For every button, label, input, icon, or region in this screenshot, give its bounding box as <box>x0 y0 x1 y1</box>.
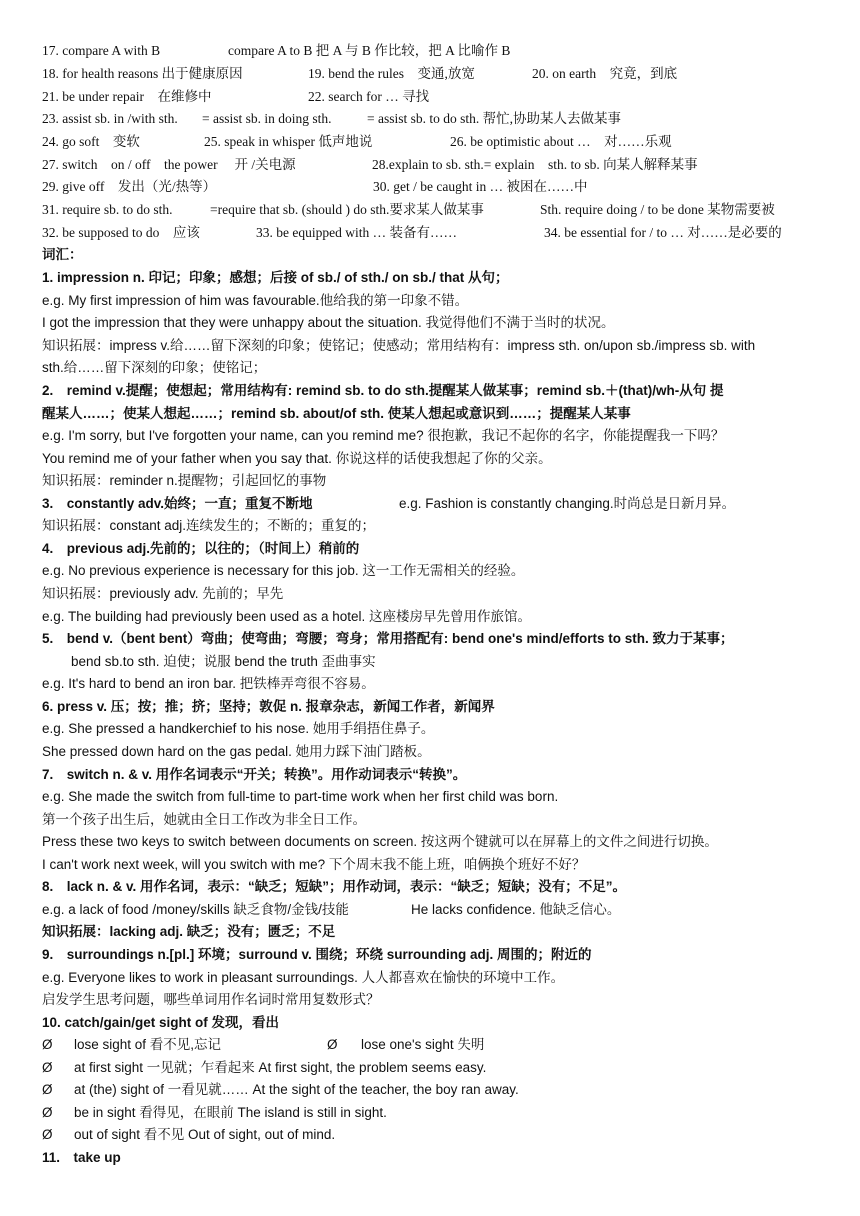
phrase-31: 31. require sb. to do sth. <box>42 202 173 217</box>
example-line: e.g. My first impression of him was favourable.他给我的第一印象不错。 <box>42 293 469 308</box>
example-line: e.g. The building had previously been used as a hotel. 这座楼房早先曾用作旅馆。 <box>42 609 531 624</box>
phrase-23-alt1: = assist sb. in doing sth. <box>202 111 332 126</box>
extension-line: 知识拓展：reminder n.提醒物；引起回忆的事物 <box>42 473 327 488</box>
phrase-25: 25. speak in whisper 低声地说 <box>204 134 373 149</box>
phrase-31-alt2: Sth. require doing / to be done 某物需要被 <box>540 202 775 217</box>
example-line: He lacks confidence. 他缺乏信心。 <box>411 902 621 917</box>
bullet-icon: Ø <box>42 1127 53 1142</box>
entry-3-constantly: 3. constantly adv.始终；一直；重复不断地 <box>42 496 313 511</box>
example-line: You remind me of your father when you say that. 你说这样的话使我想起了你的父亲。 <box>42 451 552 466</box>
example-line: Press these two keys to switch between documents on screen. 按这两个键就可以在屏幕上的文件之间进行切换。 <box>42 834 718 849</box>
entry-2-remind-cont: 醒某人……；使某人想起……；remind sb. about/of sth. 使某人想起或意识到……；提醒某人某事 <box>42 406 631 421</box>
entry-11-take-up: 11. take up <box>42 1150 121 1165</box>
entry-10-sight: 10. catch/gain/get sight of 发现，看出 <box>42 1015 280 1030</box>
phrase-34: 34. be essential for / to … 对……是必要的 <box>544 225 782 240</box>
example-line: e.g. She made the switch from full-time to part-time work when her first child was born. <box>42 789 559 804</box>
phrase-17: 17. compare A with B <box>42 43 161 58</box>
entry-4-previous: 4. previous adj.先前的；以往的；（时间上）稍前的 <box>42 541 360 556</box>
entry-9-surroundings: 9. surroundings n.[pl.] 环境；surround v. 围绕；环绕 surrounding adj. 周围的；附近的 <box>42 947 592 962</box>
entry-5-bend-cont: bend sb.to sth. 迫使；说服 bend the truth 歪曲事实 <box>71 654 376 669</box>
phrase-18: 18. for health reasons 出于健康原因 <box>42 66 243 81</box>
entry-8-lack: 8. lack n. & v. 用作名词，表示：“缺乏；短缺”；用作动词，表示：“缺乏；短缺；没有；不足”。 <box>42 879 627 894</box>
example-line: e.g. a lack of food /money/skills 缺乏食物/金钱/技能 <box>42 902 349 917</box>
entry-6-press: 6. press v. 压；按；推；挤；坚持；敦促 n. 报章杂志，新闻工作者，新闻界 <box>42 699 495 714</box>
phrase-23-alt2: = assist sb. to do sth. 帮忙,协助某人去做某事 <box>367 111 622 126</box>
phrase-33: 33. be equipped with … 装备有…… <box>256 225 457 240</box>
phrase-17-alt: compare A to B 把 A 与 B 作比较，把 A 比喻作 B <box>228 43 511 58</box>
extension-line: sth.给……留下深刻的印象；使铭记； <box>42 360 267 375</box>
example-line: e.g. She pressed a handkerchief to his nose. 她用手绢捂住鼻子。 <box>42 721 435 736</box>
entry-2-remind: 2. remind v.提醒；使想起；常用结构有: remind sb. to do sth.提醒某人做某事；remind sb.＋(that)/wh-从句 提 <box>42 383 724 398</box>
phrase-24: 24. go soft 变软 <box>42 134 140 149</box>
example-line: e.g. Everyone likes to work in pleasant surroundings. 人人都喜欢在愉快的环境中工作。 <box>42 970 565 985</box>
phrase-23: 23. assist sb. in /with sth. <box>42 111 178 126</box>
extension-line: 知识拓展：previously adv. 先前的；早先 <box>42 586 284 601</box>
phrase-31-alt1: =require that sb. (should ) do sth.要求某人做某事 <box>210 202 484 217</box>
bullet-icon: Ø <box>42 1037 53 1052</box>
phrase-22: 22. search for … 寻找 <box>308 89 430 104</box>
vocab-heading: 词汇： <box>42 247 83 262</box>
phrase-28: 28.explain to sb. sth.= explain sth. to sb. 向某人解释某事 <box>372 157 698 172</box>
bullet-text: at (the) sight of 一看见就…… At the sight of the teacher, the boy ran away. <box>74 1082 519 1097</box>
bullet-text: lose sight of 看不见,忘记 <box>74 1037 222 1052</box>
bullet-icon: Ø <box>42 1060 53 1075</box>
bullet-text: be in sight 看得见，在眼前 The island is still in sight. <box>74 1105 387 1120</box>
translation-line: 第一个孩子出生后，她就由全日工作改为非全日工作。 <box>42 812 366 827</box>
example-line: She pressed down hard on the gas pedal. 她用力踩下油门踏板。 <box>42 744 431 759</box>
phrase-27: 27. switch on / off the power 开 /关电源 <box>42 157 296 172</box>
prompt-line: 启发学生思考问题，哪些单词用作名词时常用复数形式？ <box>42 992 380 1007</box>
phrase-29: 29. give off 发出（光/热等） <box>42 179 217 194</box>
example-line: e.g. Fashion is constantly changing.时尚总是日新月异。 <box>399 496 736 511</box>
phrase-21: 21. be under repair 在维修中 <box>42 89 212 104</box>
phrase-20: 20. on earth 究竟，到底 <box>532 66 678 81</box>
bullet-text: out of sight 看不见 Out of sight, out of mind. <box>74 1127 336 1142</box>
entry-5-bend: 5. bend v.（bent bent）弯曲；使弯曲；弯腰；弯身；常用搭配有: bend one's mind/efforts to sth. 致力于某事； <box>42 631 734 646</box>
example-line: e.g. No previous experience is necessary for this job. 这一工作无需相关的经验。 <box>42 563 525 578</box>
entry-7-switch: 7. switch n. & v. 用作名词表示“开关；转换”。用作动词表示“转换”。 <box>42 767 467 782</box>
extension-line: 知识拓展：constant adj.连续发生的；不断的；重复的； <box>42 518 376 533</box>
bullet-icon: Ø <box>42 1082 53 1097</box>
bullet-icon: Ø <box>327 1037 338 1052</box>
bullet-text: at first sight 一见就；乍看起来 At first sight, the problem seems easy. <box>74 1060 487 1075</box>
extension-line: 知识拓展：lacking adj. 缺乏；没有；匮乏；不足 <box>42 924 336 939</box>
bullet-text: lose one's sight 失明 <box>361 1037 485 1052</box>
example-line: I got the impression that they were unhappy about the situation. 我觉得他们不满于当时的状况。 <box>42 315 615 330</box>
bullet-icon: Ø <box>42 1105 53 1120</box>
phrase-32: 32. be supposed to do 应该 <box>42 225 200 240</box>
extension-line: 知识拓展：impress v.给……留下深刻的印象；使铭记；使感动；常用结构有：impress sth. on/upon sb./impress sb. with <box>42 338 756 353</box>
phrase-26: 26. be optimistic about … 对……乐观 <box>450 134 672 149</box>
example-line: e.g. I'm sorry, but I've forgotten your name, can you remind me? 很抱歉，我记不起你的名字，你能提醒我一下吗？ <box>42 428 725 443</box>
phrase-19: 19. bend the rules 变通,放宽 <box>308 66 475 81</box>
phrase-30: 30. get / be caught in … 被困在……中 <box>373 179 588 194</box>
example-line: I can't work next week, will you switch with me? 下个周末我不能上班，咱俩换个班好不好？ <box>42 857 586 872</box>
entry-1-impression: 1. impression n. 印记；印象；感想；后接 of sb./ of sth./ on sb./ that 从句； <box>42 270 509 285</box>
example-line: e.g. It's hard to bend an iron bar. 把铁棒弄弯很不容易。 <box>42 676 375 691</box>
